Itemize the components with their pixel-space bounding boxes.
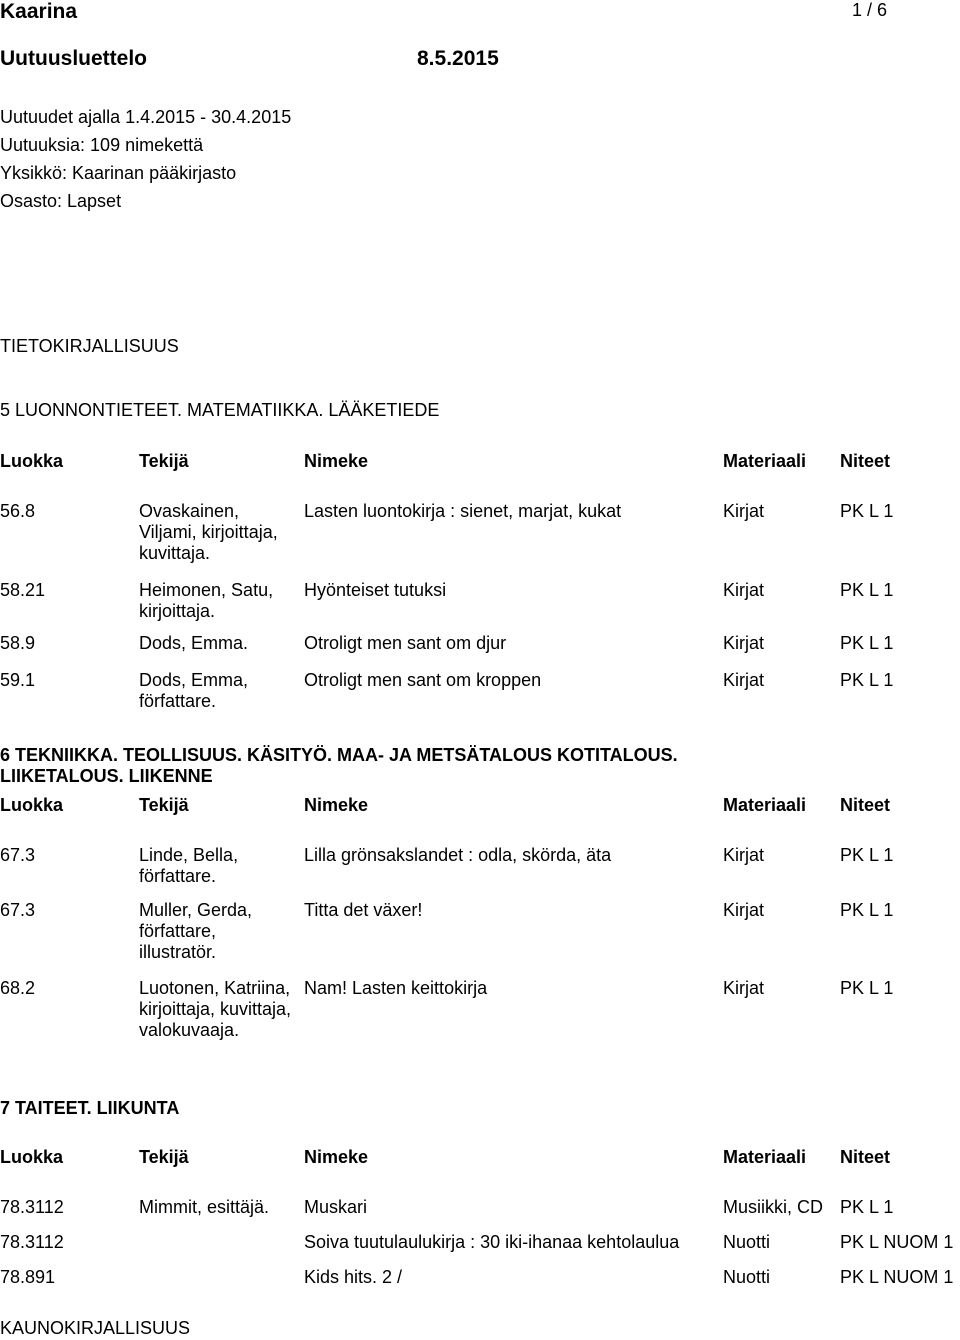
cell-luokka: 68.2 xyxy=(0,978,36,998)
section-title: 7 TAITEET. LIIKUNTA xyxy=(0,1098,180,1118)
cell-nimeke: Nam! Lasten keittokirja xyxy=(304,978,488,998)
cell-luokka: 67.3 xyxy=(0,900,36,920)
column-header-tekija: Tekijä xyxy=(139,451,189,471)
cell-luokka: 67.3 xyxy=(0,845,36,865)
cell-niteet: PK L 1 xyxy=(840,670,894,690)
cell-materiaali: Nuotti xyxy=(723,1267,771,1287)
column-header-tekija: Tekijä xyxy=(139,795,189,815)
cell-materiaali: Kirjat xyxy=(723,633,765,653)
section-title: 5 LUONNONTIETEET. MATEMATIIKKA. LÄÄKETIEDE xyxy=(0,400,440,420)
cell-niteet: PK L 1 xyxy=(840,1197,894,1217)
cell-materiaali: Kirjat xyxy=(723,670,765,690)
info-count: Uutuuksia: 109 nimekettä xyxy=(0,135,204,155)
footer-section-title: KAUNOKIRJALLISUUS xyxy=(0,1318,191,1338)
library-name: Kaarina xyxy=(0,0,78,23)
cell-niteet: PK L 1 xyxy=(840,501,894,521)
cell-nimeke: Otroligt men sant om kroppen xyxy=(304,670,542,690)
cell-tekija: Heimonen, Satu, kirjoittaja. xyxy=(139,580,274,621)
cell-materiaali: Nuotti xyxy=(723,1232,771,1252)
cell-nimeke: Muskari xyxy=(304,1197,368,1217)
cell-luokka: 58.9 xyxy=(0,633,36,653)
column-header-luokka: Luokka xyxy=(0,1147,64,1167)
cell-niteet: PK L NUOM 1 xyxy=(840,1267,954,1287)
cell-tekija: Luotonen, Katriina, kirjoittaja, kuvittaja, valokuvaaja. xyxy=(139,978,292,1040)
cell-nimeke: Kids hits. 2 / xyxy=(304,1267,403,1287)
cell-tekija: Linde, Bella, författare. xyxy=(139,845,239,886)
cell-luokka: 59.1 xyxy=(0,670,36,690)
column-header-tekija: Tekijä xyxy=(139,1147,189,1167)
cell-nimeke: Otroligt men sant om djur xyxy=(304,633,507,653)
column-header-luokka: Luokka xyxy=(0,451,64,471)
cell-niteet: PK L 1 xyxy=(840,978,894,998)
cell-nimeke: Lilla grönsakslandet : odla, skörda, äta xyxy=(304,845,612,865)
cell-niteet: PK L NUOM 1 xyxy=(840,1232,954,1252)
cell-niteet: PK L 1 xyxy=(840,845,894,865)
cell-nimeke: Titta det växer! xyxy=(304,900,423,920)
cell-nimeke: Hyönteiset tutuksi xyxy=(304,580,447,600)
section-title: 6 TEKNIIKKA. TEOLLISUUS. KÄSITYÖ. MAA- JA METSÄTALOUS KOTITALOUS. LIIKETALOUS. LIIKENNE xyxy=(0,745,678,786)
cell-tekija: Dods, Emma. xyxy=(139,633,249,653)
column-header-materiaali: Materiaali xyxy=(723,1147,807,1167)
cell-niteet: PK L 1 xyxy=(840,580,894,600)
info-unit: Yksikkö: Kaarinan pääkirjasto xyxy=(0,163,237,183)
cell-materiaali: Kirjat xyxy=(723,900,765,920)
cell-niteet: PK L 1 xyxy=(840,633,894,653)
cell-nimeke: Lasten luontokirja : sienet, marjat, kukat xyxy=(304,501,622,521)
cell-luokka: 78.3112 xyxy=(0,1232,64,1252)
cell-niteet: PK L 1 xyxy=(840,900,894,920)
cell-nimeke: Soiva tuutulaulukirja : 30 iki-ihanaa kehtolaulua xyxy=(304,1232,680,1252)
list-title: Uutuusluettelo xyxy=(0,47,147,70)
cell-luokka: 56.8 xyxy=(0,501,36,521)
column-header-niteet: Niteet xyxy=(840,451,891,471)
cell-tekija: Mimmit, esittäjä. xyxy=(139,1197,270,1217)
cell-materiaali: Kirjat xyxy=(723,978,765,998)
column-header-niteet: Niteet xyxy=(840,1147,891,1167)
cell-luokka: 58.21 xyxy=(0,580,46,600)
column-header-luokka: Luokka xyxy=(0,795,64,815)
column-header-nimeke: Nimeke xyxy=(304,795,369,815)
cell-tekija: Dods, Emma, författare. xyxy=(139,670,249,711)
cell-materiaali: Kirjat xyxy=(723,845,765,865)
main-section-title: TIETOKIRJALLISUUS xyxy=(0,336,179,356)
cell-materiaali: Musiikki, CD xyxy=(723,1197,824,1217)
column-header-nimeke: Nimeke xyxy=(304,451,369,471)
cell-tekija: Muller, Gerda, författare, illustratör. xyxy=(139,900,253,962)
cell-luokka: 78.891 xyxy=(0,1267,56,1287)
column-header-niteet: Niteet xyxy=(840,795,891,815)
cell-materiaali: Kirjat xyxy=(723,580,765,600)
cell-tekija: Ovaskainen, Viljami, kirjoittaja, kuvittaja. xyxy=(139,501,278,563)
list-date: 8.5.2015 xyxy=(417,47,499,70)
cell-materiaali: Kirjat xyxy=(723,501,765,521)
cell-luokka: 78.3112 xyxy=(0,1197,64,1217)
column-header-materiaali: Materiaali xyxy=(723,451,807,471)
info-department: Osasto: Lapset xyxy=(0,191,122,211)
page-number: 1 / 6 xyxy=(852,0,888,20)
info-period: Uutuudet ajalla 1.4.2015 - 30.4.2015 xyxy=(0,107,292,127)
column-header-materiaali: Materiaali xyxy=(723,795,807,815)
column-header-nimeke: Nimeke xyxy=(304,1147,369,1167)
